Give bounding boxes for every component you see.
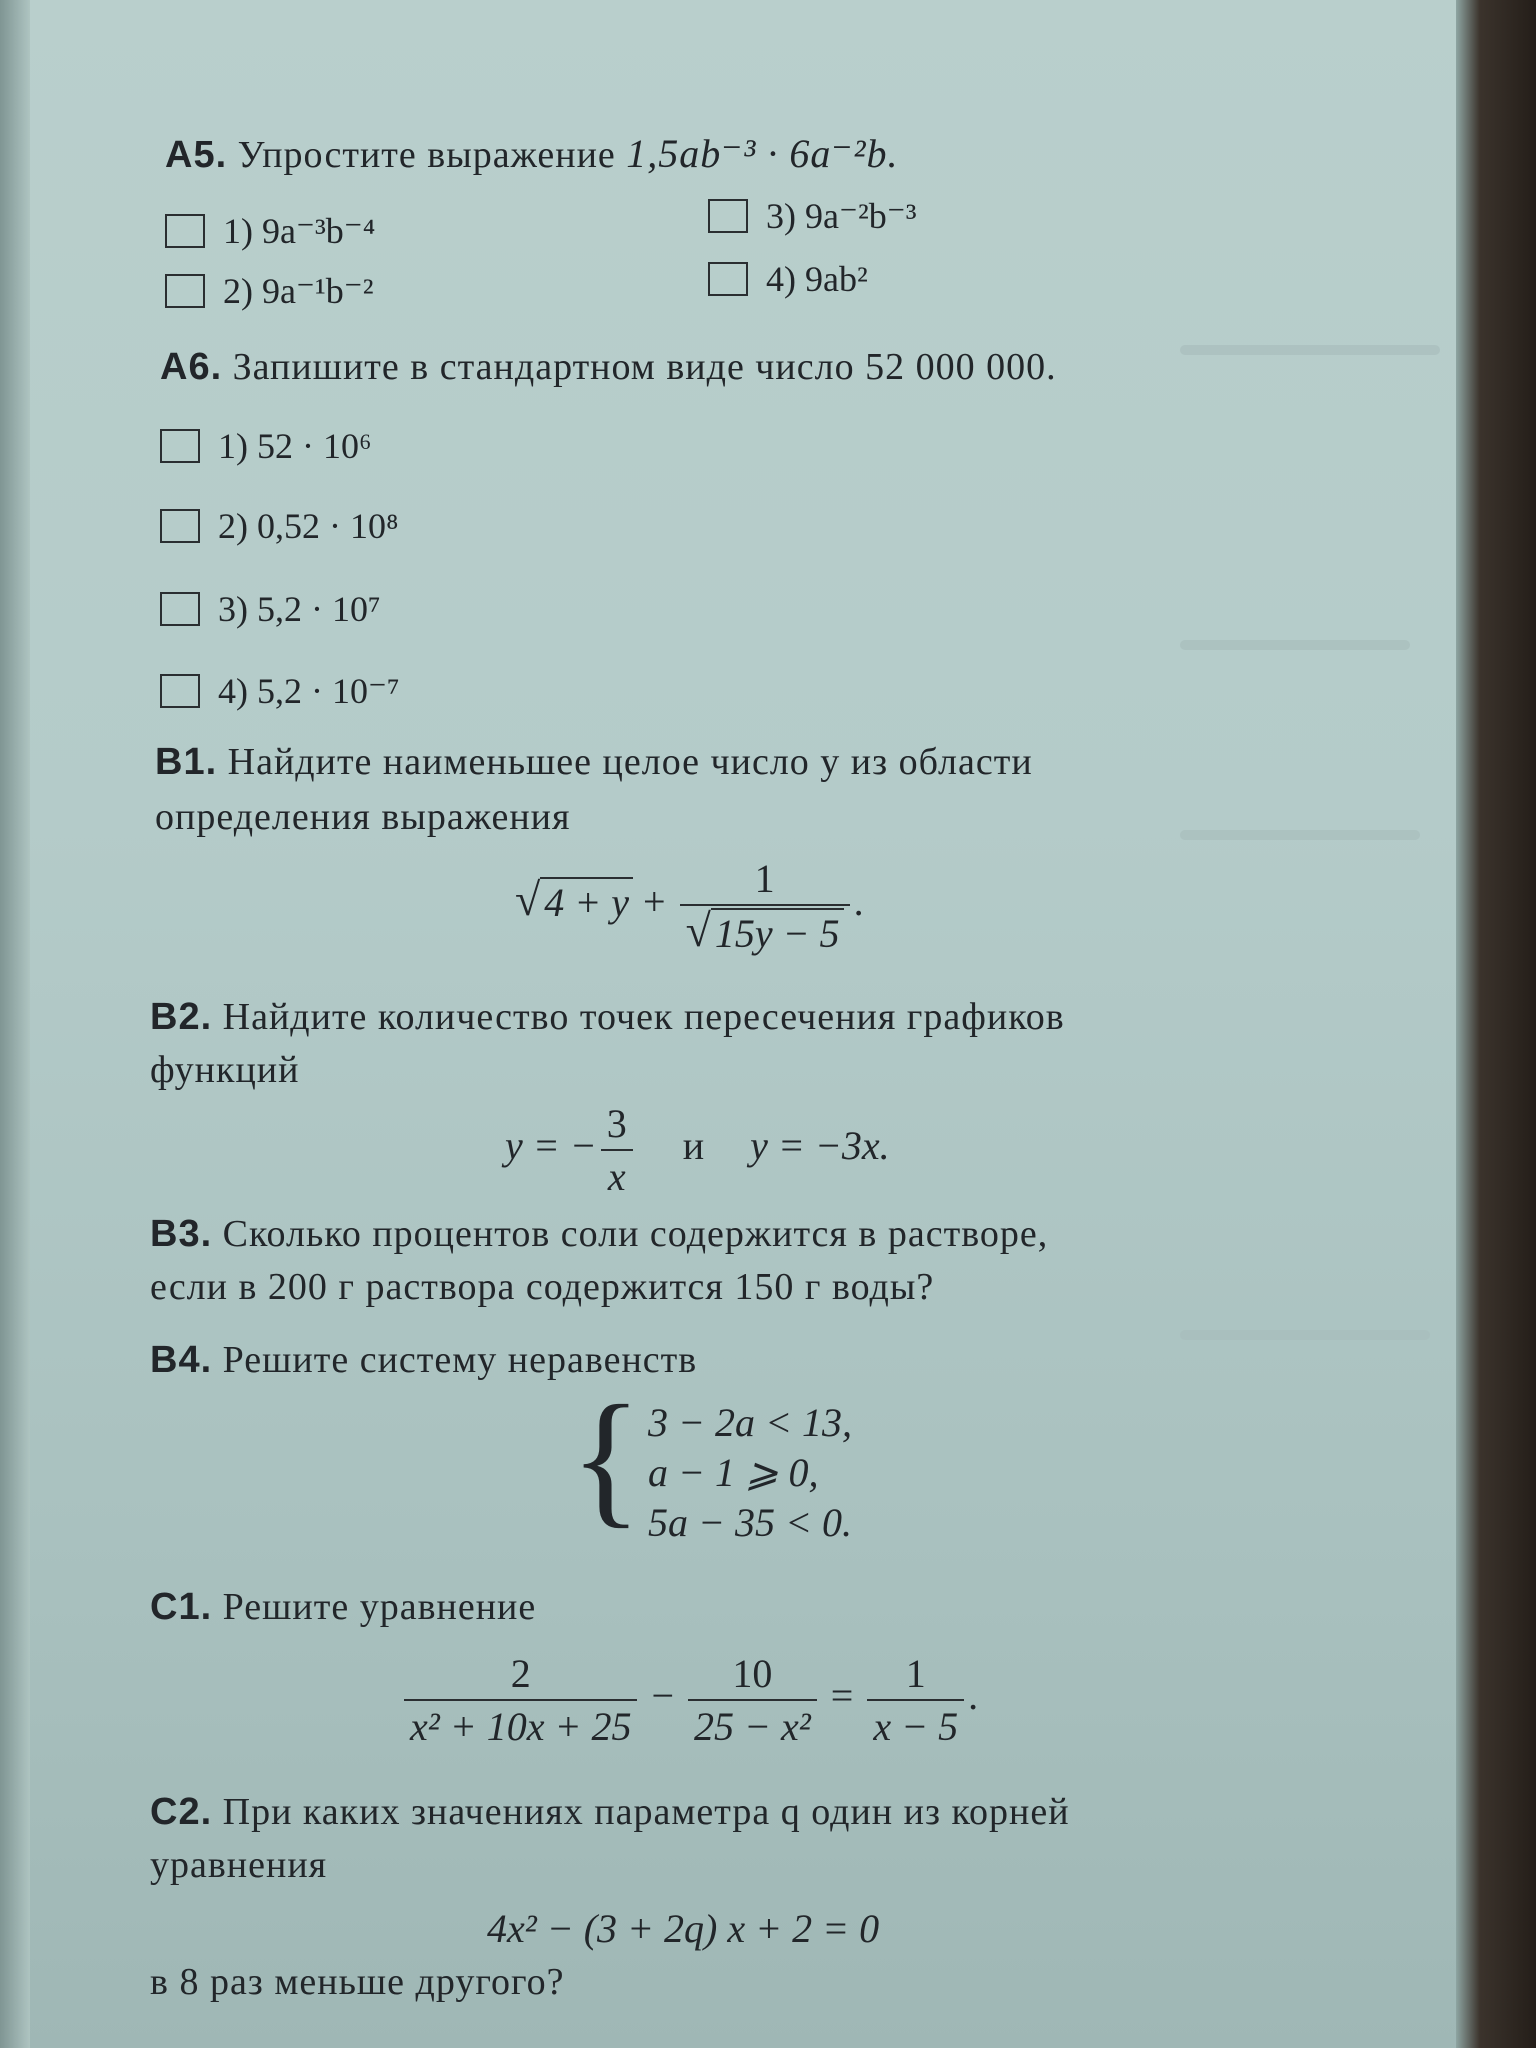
inequality: 5a − 35 < 0. <box>648 1500 852 1545</box>
answer-option[interactable] <box>165 210 375 252</box>
fraction: 1 √ 15y − 5 <box>680 855 850 957</box>
answer-checkbox[interactable] <box>165 214 205 248</box>
answer-label: 4) 9ab² <box>766 259 868 299</box>
task-c2-equation: 4x² − (3 + 2q) x + 2 = 0 <box>487 1906 880 1951</box>
answer-option[interactable] <box>708 258 868 300</box>
square-root: √ 4 + y <box>515 877 633 926</box>
answer-option[interactable] <box>160 588 381 630</box>
task-a5-heading <box>165 130 899 177</box>
answer-label: 2) 9a⁻¹b⁻² <box>223 271 374 311</box>
task-a6-heading <box>160 345 1057 389</box>
task-text: Решите систему неравенств <box>222 1339 698 1381</box>
task-text: функций <box>150 1049 300 1091</box>
task-b3-text-line2 <box>150 1265 934 1309</box>
task-text: Упростите выражение <box>237 134 627 176</box>
answer-label: 4) 5,2 · 10⁻⁷ <box>218 671 400 711</box>
task-c1-heading <box>150 1585 536 1629</box>
answer-option[interactable] <box>708 195 917 237</box>
answer-label: 3) 9a⁻²b⁻³ <box>766 196 917 236</box>
fraction: $\frac{2}{\text{x² + 10x + 25}}$ <box>404 1650 637 1750</box>
task-b1-text-line2 <box>155 795 571 839</box>
task-text: Решите уравнение <box>222 1586 537 1628</box>
task-number: С2. <box>150 1791 213 1833</box>
task-number: В3. <box>150 1213 213 1255</box>
answer-checkbox[interactable] <box>165 274 205 308</box>
answer-checkbox[interactable] <box>160 429 200 463</box>
fraction: $\frac{1}{x - 5}$ <box>867 1650 964 1750</box>
task-b1-heading <box>155 740 1033 784</box>
task-b2-functions: y = − $\frac{3}{x}$ и y = −3x. <box>505 1101 890 1199</box>
task-number: В1. <box>155 741 218 783</box>
answer-label: 3) 5,2 · 10⁷ <box>218 589 381 629</box>
task-number: В2. <box>150 996 213 1038</box>
task-number: С1. <box>150 1586 213 1628</box>
answer-option[interactable] <box>160 505 399 547</box>
answer-checkbox[interactable] <box>708 199 748 233</box>
answer-option[interactable] <box>160 425 372 467</box>
task-c2-text-line3: в 8 раз меньше другого? <box>150 1961 565 2003</box>
task-b2-text-line2 <box>150 1048 299 1092</box>
task-text: если в 200 г раствора содержится 150 г воды? <box>150 1266 935 1308</box>
answer-option[interactable] <box>165 270 374 312</box>
answer-checkbox[interactable] <box>708 262 748 296</box>
task-b2-heading <box>150 995 1065 1039</box>
task-text: При каких значениях параметра q один из корней <box>222 1791 1070 1833</box>
curly-brace: { <box>570 1375 642 1541</box>
inequality: a − 1 ⩾ 0, <box>648 1450 819 1495</box>
fraction: $\frac{10}{\text{25 − x²}}$ <box>688 1650 817 1750</box>
fraction: $\frac{3}{x}$ <box>601 1100 633 1200</box>
task-text: Найдите наименьшее целое число y из области <box>227 741 1033 783</box>
answer-checkbox[interactable] <box>160 674 200 708</box>
next-page-edge <box>1456 0 1536 2048</box>
task-text: определения выражения <box>155 796 571 838</box>
task-text: Сколько процентов соли содержится в растворе, <box>222 1213 1049 1255</box>
answer-option[interactable] <box>160 670 400 712</box>
task-b1-expression: √ 4 + y + 1 √ 15y − 5 . <box>515 856 864 956</box>
answer-label: 1) 9a⁻³b⁻⁴ <box>223 211 376 251</box>
inequality-system <box>570 1375 852 1548</box>
inequality: 3 − 2a < 13, <box>648 1400 852 1445</box>
answer-checkbox[interactable] <box>160 509 200 543</box>
task-number: А6. <box>160 346 223 388</box>
system-lines <box>648 1398 852 1548</box>
task-text: Запишите в стандартном виде число 52 000 000. <box>232 346 1057 388</box>
task-c2-heading <box>150 1790 1070 1834</box>
task-c1-equation: $\frac{2}{\text{x² + 10x + 25}}$ − $\frac{10}{\text{25 − x²}}$ = $\frac{1}{x - 5}$ . <box>400 1650 978 1750</box>
task-expression: 1,5ab⁻³ · 6a⁻²b. <box>626 131 899 176</box>
answer-checkbox[interactable] <box>160 592 200 626</box>
answer-label: 2) 0,52 · 10⁸ <box>218 506 399 546</box>
answer-label: 1) 52 · 10⁶ <box>218 426 372 466</box>
task-b3-heading <box>150 1212 1048 1256</box>
task-text: Найдите количество точек пересечения графиков <box>222 996 1065 1038</box>
task-number: В4. <box>150 1339 213 1381</box>
task-text: уравнения <box>150 1844 328 1886</box>
task-c2-text-line2 <box>150 1843 327 1887</box>
task-number: А5. <box>165 134 228 176</box>
